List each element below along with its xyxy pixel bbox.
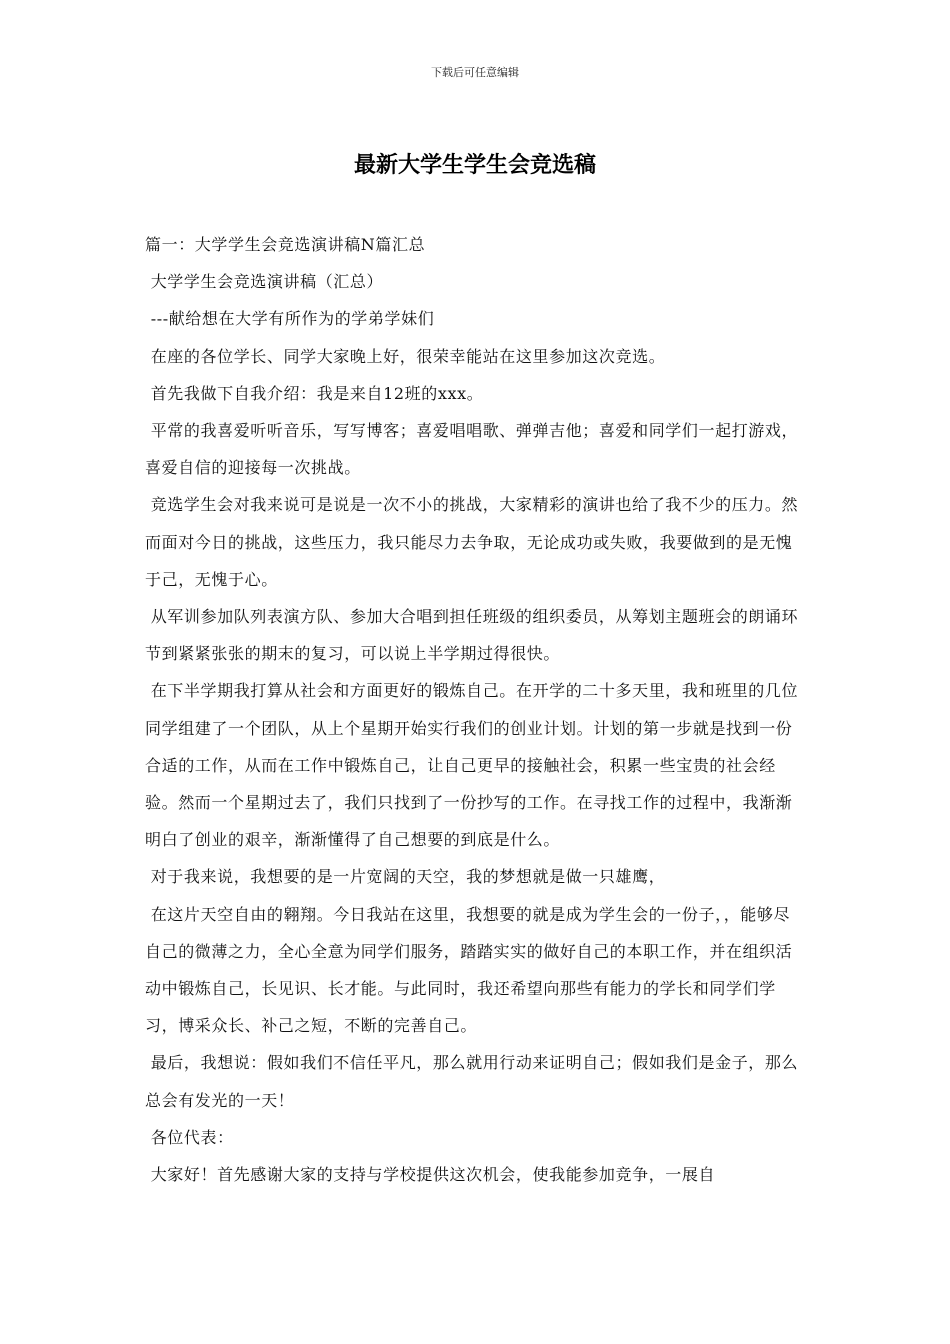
paragraph-section-heading: 篇一：大学学生会竞选演讲稿N篇汇总 — [145, 235, 426, 254]
paragraph-dedication: ---献给想在大学有所作为的学弟学妹们 — [145, 309, 435, 329]
paragraph-dream: 对于我来说，我想要的是一片宽阔的天空，我的梦想就是做一只雄鹰， — [145, 867, 666, 887]
paragraph-first-semester: 从军训参加队列表演方队、参加大合唱到担任班级的组织委员，从筹划主题班会的朗诵环节到紧紧张张的期末的复习，可以说上半学期过得很快。 — [145, 607, 799, 664]
document-title: 最新大学生学生会竞选稿 — [353, 152, 596, 178]
paragraph-challenge: 竞选学生会对我来说可是说是一次不小的挑战，大家精彩的演讲也给了我不少的压力。然而面对今日的挑战，这些压力，我只能尽力去争取，无论成功或失败，我要做到的是无愧于己，无愧于心。 — [145, 495, 799, 589]
paragraph-greeting: 在座的各位学长、同学大家晚上好，很荣幸能站在这里参加这次竞选。 — [145, 346, 666, 366]
paragraph-second-speech-salutation: 各位代表： — [145, 1127, 234, 1147]
paragraph-hobbies: 平常的我喜爱听听音乐，写写博客；喜爱唱唱歌、弹弹吉他；喜爱和同学们一起打游戏，喜爱自信的迎接每一次挑战。 — [145, 421, 799, 478]
page-header-note: 下载后可任意编辑 — [431, 66, 519, 79]
paragraph-closing: 最后，我想说：假如我们不信任平凡，那么就用行动来证明自己；假如我们是金子，那么总会有发光的一天！ — [145, 1053, 799, 1110]
paragraph-second-semester: 在下半学期我打算从社会和方面更好的锻炼自己。在开学的二十多天里，我和班里的几位同学组建了一个团队，从上个星期开始实行我们的创业计划。计划的第一步就是找到一份合适的工作，从而在工作中锻炼自己，让自己更早的接触社会，积累一些宝贵的社会经验。然而一个星期过去了，我们只找到了一份抄写的工作。在寻找工作的过程中，我渐渐明白了创业的艰辛，渐渐懂得了自己想要的到底是什么。 — [145, 681, 799, 850]
paragraph-second-speech-opening: 大家好！首先感谢大家的支持与学校提供这次机会，使我能参加竞争，一展自 — [145, 1165, 716, 1185]
document-body — [145, 226, 805, 1193]
paragraph-introduction: 首先我做下自我介绍：我是来自12班的xxx。 — [145, 383, 484, 403]
paragraph-goal: 在这片天空自由的翱翔。今日我站在这里，我想要的就是成为学生会的一份子，，能够尽自己的微薄之力，全心全意为同学们服务，踏踏实实的做好自己的本职工作，并在组织活动中锻炼自己，长见识、长才能。与此同时，我还希望向那些有能力的学长和同学们学习，博采众长、补己之短，不断的完善自己。 — [145, 904, 793, 1036]
paragraph-subtitle: 大学学生会竞选演讲稿（汇总） — [145, 272, 384, 292]
